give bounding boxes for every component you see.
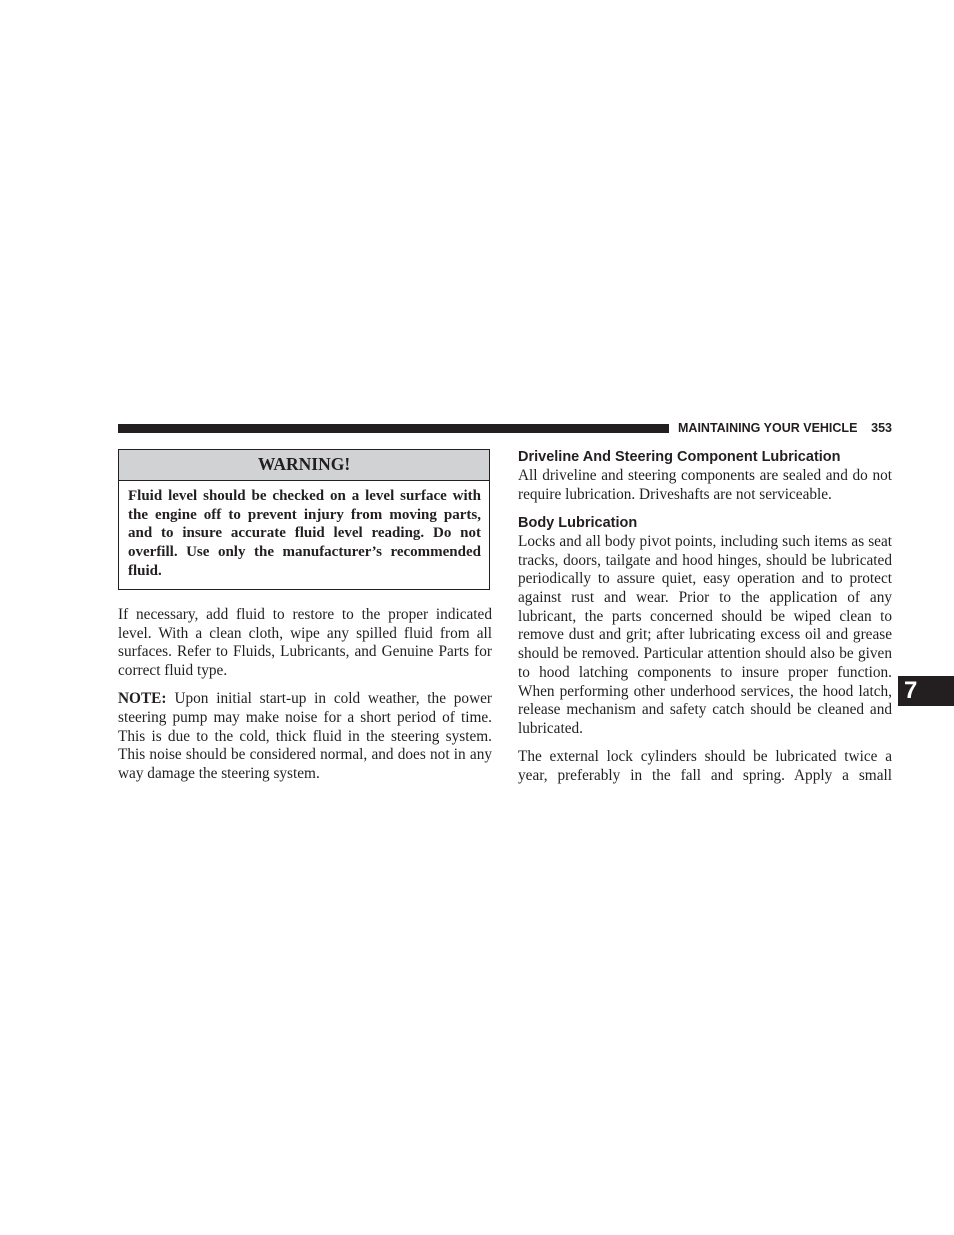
fluid-paragraph: If necessary, add fluid to restore to the proper indicated level. With a clean cloth, wipe any spilled fluid from all surfaces. Refer to Fluids, Lubricants, and Genuine Parts for correct fluid type. xyxy=(118,606,492,680)
warning-body: Fluid level should be checked on a level surface with the engine off to prevent injury from moving parts, and to insure accurate fluid level reading. Do not overfill. Use only the manufacturer’s recommended fluid. xyxy=(128,488,481,579)
chapter-tab: 7 xyxy=(898,676,954,706)
left-column xyxy=(118,606,492,793)
header-rule xyxy=(118,424,669,433)
driveline-heading: Driveline And Steering Component Lubrication xyxy=(518,449,841,465)
running-header xyxy=(678,420,892,436)
driveline-paragraph: All driveline and steering components are sealed and do not require lubrication. Driveshafts are not serviceable. xyxy=(518,467,892,503)
right-column xyxy=(518,448,892,795)
body-lubrication-paragraph: Locks and all body pivot points, including such items as seat tracks, doors, tailgate and hood hinges, should be lubricated periodically to assure quiet, easy operation and to protect against rust and wear. Prior to the application of any lubricant, the parts concerned should be wiped clean to remove dust and grit; after lubricating excess oil and grease should be removed. Particular attention should also be given to hood latching components to insure proper function. When performing other underhood services, the hood latch, release mechanism and safety catch should be cleaned and lubricated. xyxy=(518,532,892,737)
warning-title: WARNING! xyxy=(119,450,489,481)
warning-box xyxy=(118,449,490,590)
note-label: NOTE: xyxy=(118,690,167,708)
page-number: 353 xyxy=(871,421,892,435)
section-title: MAINTAINING YOUR VEHICLE xyxy=(678,421,858,435)
lock-cylinder-paragraph: The external lock cylinders should be lubricated twice a year, preferably in the fall and spring. Apply a small xyxy=(518,748,892,784)
body-lubrication-heading: Body Lubrication xyxy=(518,514,638,531)
note-paragraph xyxy=(118,690,492,784)
note-text: Upon initial start-up in cold weather, the power steering pump may make noise for a short period of time. This is due to the cold, thick fluid in the steering system. This noise should be considered normal, and does not in any way damage the steering system. xyxy=(118,690,492,783)
